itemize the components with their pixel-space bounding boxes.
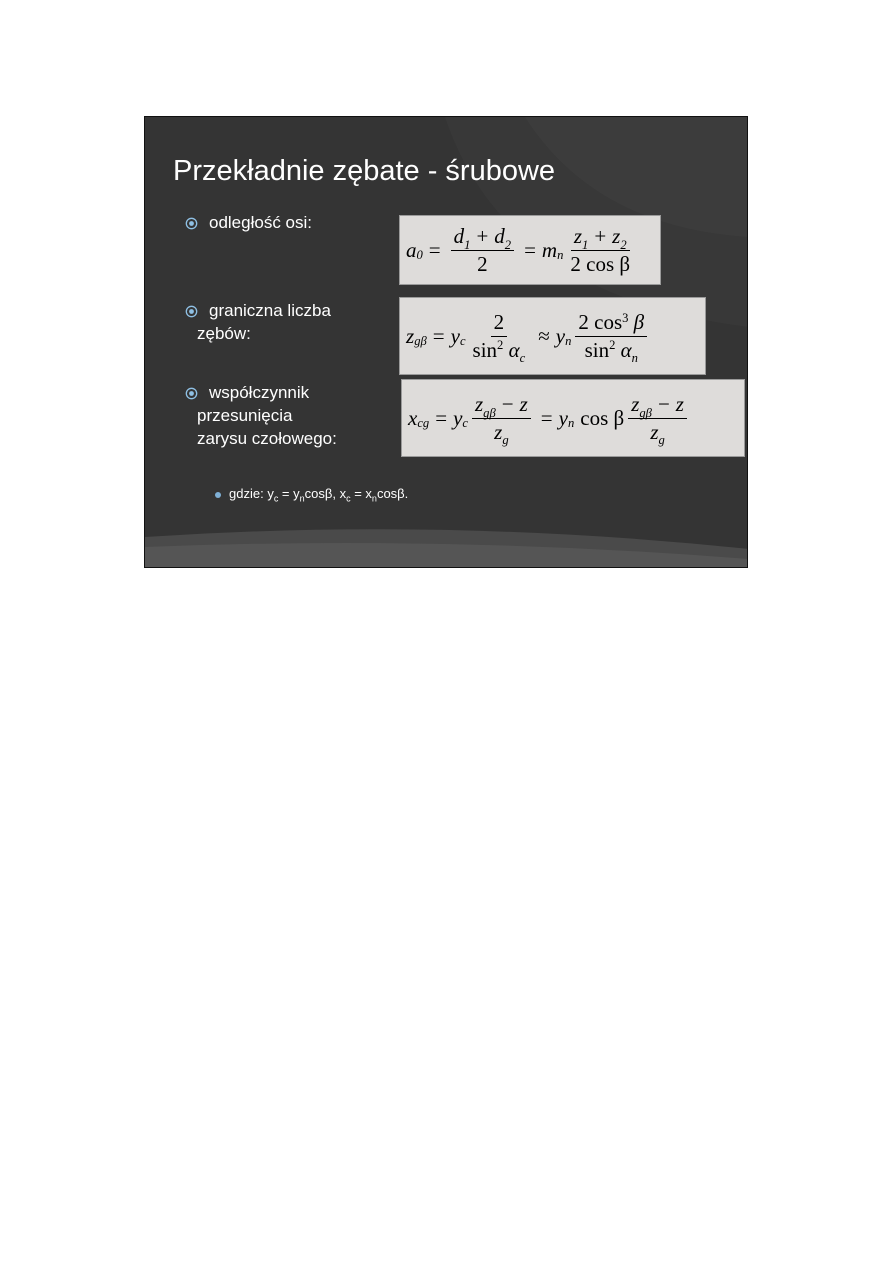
formula-numerator: 2 (491, 311, 508, 336)
sub-bullet-subscript: n (371, 493, 377, 504)
target-bullet-icon (185, 387, 198, 400)
formula-subscript: n (567, 416, 575, 431)
formula-superscript: 3 (622, 310, 629, 325)
formula-symbol: α (620, 337, 632, 362)
formula-operator: + (594, 224, 607, 249)
formula-symbol: x (408, 405, 418, 430)
sub-bullet-prefix: gdzie: (229, 486, 268, 501)
formula-subscript: n (557, 248, 564, 263)
sub-bullet-text (229, 486, 408, 504)
formula-symbol: α (508, 337, 520, 362)
bullet-label-tooth-limit-line1: graniczna liczba (209, 301, 331, 320)
sub-bullet-subscript: c (273, 493, 279, 504)
formula-function: sin (584, 337, 610, 362)
formula-operator: + (476, 224, 489, 249)
target-bullet-icon (185, 305, 198, 318)
bullet-label-coefficient-line2: przesunięcia (197, 406, 293, 425)
formula-subscript: gβ (414, 334, 427, 349)
formula-symbol: z (519, 392, 528, 417)
formula-symbol: d (494, 224, 505, 249)
formula-operator: − (657, 392, 670, 417)
formula-subscript: 2 (620, 238, 627, 253)
formula-operator: = (428, 237, 441, 262)
slide-title: Przekładnie zębate - śrubowe (173, 155, 556, 187)
formula-symbol: z (406, 323, 415, 348)
formula-superscript: 2 (497, 337, 504, 352)
formula-subscript: g (502, 433, 509, 448)
sub-bullet-subscript: c (346, 493, 351, 504)
sub-bullet-subscript: n (299, 493, 305, 504)
formula-superscript: 2 (609, 337, 616, 352)
sub-bullet-part: y (267, 486, 274, 501)
formula-function: sin (472, 337, 498, 362)
formula-symbol: a (406, 237, 417, 262)
formula-subscript: n (565, 334, 572, 349)
formula-shift-coefficient (401, 379, 745, 457)
formula-symbol: d (453, 224, 465, 249)
formula-operator: = (540, 405, 553, 430)
formula-tooth-limit (399, 297, 706, 375)
bullet-label-tooth-limit-line2: zębów: (197, 324, 251, 343)
formula-subscript: c (459, 334, 466, 349)
bullet-label-coefficient-line1: współczynnik (209, 383, 310, 402)
formula-symbol: z (573, 224, 583, 249)
formula-symbol: y (558, 405, 568, 430)
formula-symbol: z (650, 419, 659, 444)
formula-fraction (575, 310, 647, 366)
formula-subscript: 1 (582, 238, 589, 253)
formula-fraction (567, 225, 633, 274)
formula-function: 2 cos (578, 310, 623, 335)
formula-operator: = (524, 237, 536, 262)
formula-operator: = (435, 405, 448, 430)
formula-fraction (628, 392, 687, 448)
bullet-label-axis-distance: odległość osi: (209, 213, 313, 232)
formula-subscript: cg (417, 416, 430, 431)
formula-operator: = (432, 323, 445, 348)
formula-denominator: 2 cos β (570, 251, 631, 276)
sub-bullet-part: = y (278, 486, 300, 501)
formula-subscript: 0 (416, 248, 423, 263)
target-bullet-icon (185, 217, 198, 230)
formula-symbol: z (612, 224, 621, 249)
formula-symbol: z (631, 392, 640, 417)
formula-fraction (451, 225, 514, 274)
formula-fraction (472, 392, 531, 448)
sub-bullet-part: cosβ. (376, 486, 409, 501)
formula-subscript: 1 (464, 238, 471, 253)
formula-symbol: z (494, 419, 503, 444)
formula-subscript: gβ (639, 406, 652, 421)
formula-function: cos β (580, 405, 625, 430)
formula-subscript: 2 (504, 238, 512, 253)
dot-bullet-icon (215, 492, 221, 498)
formula-symbol: m (541, 237, 558, 262)
slide (144, 116, 748, 568)
formula-operator: − (501, 392, 514, 417)
formula-symbol: z (675, 392, 684, 417)
formula-subscript: g (658, 433, 665, 448)
formula-axis-distance (399, 215, 661, 285)
formula-subscript: c (462, 416, 468, 431)
formula-fraction (470, 310, 529, 366)
sub-bullet-part: = x (350, 486, 372, 501)
formula-subscript: n (631, 351, 638, 366)
formula-symbol: y (450, 323, 460, 348)
formula-symbol: y (555, 323, 566, 348)
sub-bullet-part: cosβ, x (304, 486, 347, 501)
bullet-label-coefficient-line3: zarysu czołowego: (197, 429, 337, 448)
formula-symbol: y (453, 405, 463, 430)
formula-symbol: z (474, 392, 484, 417)
formula-symbol: β (633, 310, 645, 335)
formula-operator: ≈ (538, 323, 550, 348)
formula-subscript: c (519, 351, 526, 366)
formula-subscript: gβ (483, 406, 496, 421)
formula-denominator: 2 (477, 251, 488, 276)
